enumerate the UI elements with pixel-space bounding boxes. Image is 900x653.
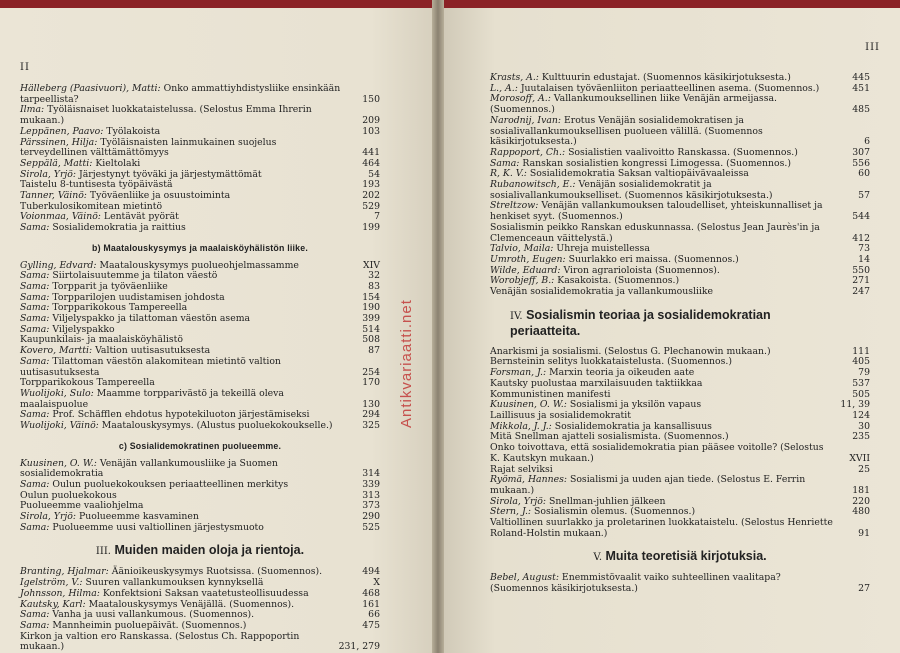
entry-page-number: 161	[362, 598, 380, 610]
entry-author: Kuusinen, O. W.:	[20, 457, 97, 469]
contents-entry	[20, 84, 380, 105]
entry-page-number: 27	[858, 583, 870, 595]
contents-entry	[20, 138, 380, 159]
entry-author: Streltzow:	[490, 200, 539, 212]
entry-title: Tilattoman väestön alakomitean mietintö valtion uutisasutuksesta	[20, 355, 281, 378]
entry-title: Maatalouskysymys Venäjällä. (Suomennos).	[88, 598, 295, 610]
left-group-4	[20, 567, 380, 653]
entry-title: Mannheimin puoluepäivät. (Suomennos.)	[52, 619, 247, 631]
entry-title: Sosialismin peikko Ranskan eduskunnassa. (Selostus Jean Jaurès'in ja Clemenceaun väittelystä.)	[490, 221, 820, 244]
entry-author: Sama:	[20, 270, 50, 282]
entry-title: Kulttuurin edustajat. (Suomennos käsikirjotuksesta.)	[541, 72, 791, 83]
contents-entry	[490, 518, 870, 539]
entry-author: Talvio, Maila:	[490, 243, 554, 255]
entry-page-number: 83	[368, 280, 380, 292]
entry-title: Sosialidemokratia Saksan valtiopäivävaaleissa	[529, 168, 749, 180]
entry-page-number: 209	[362, 115, 380, 127]
entry-author: Kovero, Martti:	[20, 345, 93, 357]
entry-title: Vallankumouksellinen liike Venäjän armeijassa. (Suomennos.)	[490, 93, 777, 116]
entry-page-number: 66	[368, 609, 380, 621]
right-group-2	[490, 347, 870, 540]
entry-title: Työlakoista	[106, 125, 161, 137]
watermark-text: Antikvariaatti.net	[398, 299, 415, 428]
entry-title: Valtion uutisasutuksesta	[95, 345, 211, 357]
entry-author: Voionmaa, Väinö:	[20, 211, 101, 223]
entry-page-number: 91	[858, 527, 870, 539]
entry-title: Suuren vallankumouksen kynnyksellä	[85, 577, 264, 589]
left-page-number: II	[20, 62, 30, 73]
entry-author: Sama:	[20, 302, 50, 314]
entry-author: Wuolijoki, Sulo:	[20, 387, 94, 399]
entry-author: Rubanowitsch, E.:	[490, 179, 576, 191]
entry-title: Viljelyspakko	[52, 323, 115, 335]
entry-page-number: 130	[362, 398, 380, 410]
entry-page-number: 6	[864, 136, 870, 148]
entry-title: Taistelu 8-tuntisesta työpäivästä	[20, 179, 173, 191]
entry-page-number: 199	[362, 222, 380, 234]
entry-page-number: 11, 39	[840, 399, 870, 411]
entry-page-number: 314	[362, 468, 380, 480]
contents-entry	[20, 357, 380, 378]
entry-page-number: 529	[362, 200, 380, 212]
entry-author: Wilde, Eduard:	[490, 264, 561, 276]
entry-author: L., A.:	[490, 82, 518, 94]
contents-entry	[490, 94, 870, 115]
entry-title: Juutalaisen työväenliiton periaatteellinen asema. (Suomennos.)	[520, 82, 820, 94]
entry-author: Leppänen, Paavo:	[20, 125, 104, 137]
entry-title: Laillisuus ja sosialidemokratit	[490, 409, 631, 421]
entry-author: Igelström, V.:	[20, 577, 83, 589]
entry-author: Sama:	[20, 619, 50, 631]
entry-page-number: 412	[852, 232, 870, 244]
entry-page-number: 235	[852, 431, 870, 443]
entry-page-number: XVII	[849, 452, 870, 464]
entry-title: Sosialismin olemus. (Suomennos.)	[534, 506, 696, 518]
entry-page-number: 514	[362, 323, 380, 335]
entry-page-number: 60	[858, 168, 870, 180]
left-page	[0, 8, 436, 653]
entry-author: Seppälä, Matti:	[20, 157, 93, 169]
section-iii-title: Muiden maiden oloja ja rientoja.	[114, 543, 305, 558]
entry-page-number: 468	[362, 587, 380, 599]
entry-author: Bebel, August:	[490, 572, 559, 584]
entry-page-number: 480	[852, 506, 870, 518]
entry-author: Worobjeff, B.:	[490, 275, 555, 287]
entry-page-number: 111	[852, 345, 870, 357]
right-contents-list	[490, 73, 870, 595]
entry-page-number: 231, 279	[338, 641, 380, 653]
entry-page-number: 485	[852, 104, 870, 116]
entry-page-number: 247	[852, 286, 870, 298]
entry-title: Prof. Schäfflen ehdotus hypotekiluoton järjestämiseksi	[52, 409, 310, 421]
entry-title: Oulun puoluekokous	[20, 489, 117, 501]
left-group-3	[20, 459, 380, 534]
entry-title: Venäjän sosialidemokratia ja vallankumousliike	[490, 286, 714, 298]
entry-author: Sama:	[20, 313, 50, 325]
entry-title: Torpparikokous Tampereella	[20, 377, 155, 389]
entry-title: Sosialismi ja yksilön vapaus	[569, 399, 702, 411]
entry-page-number: 190	[362, 302, 380, 314]
contents-entry	[490, 573, 870, 594]
entry-author: Tanner, Väinö:	[20, 190, 87, 202]
entry-title: Bernsteinin selitys luokkataistelusta. (Suomennos.)	[490, 356, 732, 368]
entry-page-number: 556	[852, 157, 870, 169]
entry-title: Erotus Venäjän sosialidemokratisen ja sosialivallankumouksellisen puolueen välillä. (Suomennos käsikirjotuksesta.)	[490, 114, 763, 148]
entry-author: Sama:	[20, 280, 50, 292]
entry-title: Kieltolaki	[95, 157, 141, 169]
entry-title: Sosialidemokratia ja kansallisuus	[554, 420, 712, 432]
entry-page-number: 508	[362, 334, 380, 346]
entry-page-number: 290	[362, 511, 380, 523]
entry-page-number: 525	[362, 521, 380, 533]
entry-author: Forsman, J.:	[490, 367, 547, 379]
entry-page-number: 451	[852, 82, 870, 94]
entry-title: Valtiollinen suurlakko ja proletarinen luokkataistelu. (Selostus Henriette Roland-Holstin mukaan.)	[490, 517, 833, 539]
entry-page-number: 220	[852, 495, 870, 507]
entry-author: Sama:	[20, 222, 50, 234]
entry-author: Krasts, A.:	[490, 72, 539, 83]
entry-title: Maamme torpparivästö ja tekeillä oleva maalaispuolue	[20, 387, 284, 410]
entry-author: Branting, Hjalmar:	[20, 566, 109, 578]
entry-page-number: 441	[362, 147, 380, 159]
entry-title: Kasakoista. (Suomennos.)	[557, 275, 680, 287]
entry-author: Wuolijoki, Väinö:	[20, 420, 99, 432]
entry-title: Torpparit ja työväenliike	[52, 280, 168, 292]
section-iv-roman: IV.	[510, 310, 523, 322]
entry-title: Puolueemme vaaliohjelma	[20, 500, 144, 512]
section-iv-title-line2: periaatteita.	[510, 323, 581, 338]
entry-author: Sama:	[20, 355, 50, 367]
contents-entry	[20, 523, 380, 534]
entry-page-number: 325	[362, 420, 380, 432]
section-v-roman: V.	[593, 552, 602, 564]
entry-page-number: 271	[852, 275, 870, 287]
section-v-heading	[490, 549, 870, 565]
entry-page-number: 294	[362, 409, 380, 421]
entry-page-number: 25	[858, 463, 870, 475]
entry-title: Tuberkulosikomitean mietintö	[20, 200, 163, 212]
entry-title: Kaupunkilais- ja maalaisköyhälistö	[20, 334, 183, 346]
entry-title: Onko ammattiyhdistysliike ensinkään tarpeellista?	[20, 83, 341, 105]
entry-author: Ilma:	[20, 104, 45, 116]
section-iii-roman: III.	[95, 546, 111, 558]
entry-author: Sama:	[20, 323, 50, 335]
section-iii-heading	[20, 543, 380, 559]
contents-entry	[20, 223, 380, 234]
right-page-number: III	[865, 42, 880, 53]
entry-title: Marxin teoria ja oikeuden aate	[549, 367, 695, 379]
contents-entry	[490, 287, 870, 298]
right-group-3	[490, 573, 870, 594]
entry-title: Snellman-juhlien jälkeen	[548, 495, 666, 507]
entry-page-number: 30	[858, 420, 870, 432]
entry-page-number: 57	[858, 189, 870, 201]
contents-entry	[490, 223, 870, 244]
entry-title: Onko toivottava, että sosialidemokratia pian pääsee voitolle? (Selostus K. Kautskyn mukaan.)	[490, 442, 824, 464]
entry-page-number: 550	[852, 264, 870, 276]
entry-page-number: 313	[362, 489, 380, 501]
entry-title: Konfektsioni Saksan vaatetusteollisuudessa	[102, 587, 309, 599]
entry-title: Venäjän sosialidemokratit ja sosialivallankumoukselliset. (Suomennos käsikirjotuksesta.)	[490, 179, 773, 201]
entry-page-number: 475	[362, 619, 380, 631]
entry-author: Pärssinen, Hilja:	[20, 136, 98, 148]
entry-page-number: 87	[368, 345, 380, 357]
contents-entry	[490, 201, 870, 222]
entry-title: Työläisnaiset luokkataistelussa. (Selostus Emma Ihrerin mukaan.)	[20, 104, 312, 127]
entry-author: Morosoff, A.:	[490, 93, 551, 105]
contents-entry	[490, 475, 870, 496]
entry-page-number: XIV	[362, 259, 380, 271]
entry-author: Sirola, Yrjö:	[20, 168, 77, 180]
entry-author: Mikkola, J. J.:	[490, 420, 552, 432]
entry-title: Työläisnaisten lainmukainen suojelus terveydellinen välttämättömyys	[20, 136, 277, 159]
entry-page-number: 544	[852, 211, 870, 223]
entry-page-number: 103	[362, 125, 380, 137]
entry-author: Sama:	[20, 291, 50, 303]
entry-author: Sama:	[20, 521, 50, 533]
entry-title: Viron agrarioloista (Suomennos).	[563, 264, 720, 276]
entry-title: Työväenliike ja osuustoiminta	[89, 190, 231, 202]
entry-page-number: 202	[362, 190, 380, 202]
entry-page-number: 339	[362, 478, 380, 490]
entry-title: Sosialidemokratia ja raittius	[52, 222, 186, 234]
entry-page-number: 154	[362, 291, 380, 303]
entry-title: Vanha ja uusi vallankumous. (Suomennos).	[52, 609, 255, 621]
entry-title: Ranskan sosialistien kongressi Limogessa. (Suomennos.)	[522, 157, 791, 169]
entry-author: R, K. V.:	[490, 168, 527, 180]
entry-author: Umroth, Eugen:	[490, 253, 566, 265]
entry-page-number: 73	[858, 243, 870, 255]
entry-title: Sosialismi ja uuden ajan tiede. (Selostus E. Ferrin mukaan.)	[490, 474, 806, 496]
entry-title: Oulun puoluekokouksen periaatteellinen merkitys	[52, 478, 289, 490]
entry-author: Kuusinen, O. W.:	[490, 399, 567, 411]
entry-author: Stern, J.:	[490, 506, 532, 518]
entry-title: Torpparikokous Tampereella	[52, 302, 188, 314]
entry-author: Narodnij, Ivan:	[490, 114, 562, 126]
entry-title: Kirkon ja valtion ero Ranskassa. (Selostus Ch. Rappoportin mukaan.)	[20, 630, 300, 653]
left-group-2	[20, 261, 380, 432]
entry-title: Järjestynyt työväki ja järjestymättömät	[78, 168, 262, 180]
contents-entry	[20, 459, 380, 480]
entry-page-number: 494	[362, 566, 380, 578]
entry-page-number: 150	[362, 93, 380, 105]
entry-page-number: 32	[368, 270, 380, 282]
entry-title: Kommunistinen manifesti	[490, 388, 611, 400]
entry-title: Suurlakko eri maissa. (Suomennos.)	[568, 253, 739, 265]
entry-title: Äänioikeuskysymys Ruotsissa. (Suomennos).	[111, 566, 323, 578]
entry-page-number: 193	[362, 179, 380, 191]
entry-page-number: 7	[374, 211, 380, 223]
book-gutter	[432, 0, 444, 653]
entry-author: Sama:	[490, 157, 520, 169]
contents-entry	[490, 180, 870, 201]
entry-author: Sama:	[20, 409, 50, 421]
entry-title: Puolueemme kasvaminen	[78, 511, 199, 523]
entry-page-number: 445	[852, 72, 870, 83]
contents-entry	[490, 116, 870, 148]
entry-title: Uhreja muistellessa	[556, 243, 650, 255]
entry-page-number: 405	[852, 356, 870, 368]
entry-title: Torpparilojen uudistamisen johdosta	[52, 291, 225, 303]
entry-author: Kautsky, Karl:	[20, 598, 86, 610]
section-iv-heading	[490, 308, 870, 339]
section-c-heading: c) Sosialidemokratinen puolueemme.	[118, 440, 282, 451]
entry-author: Ryömä, Hannes:	[490, 474, 567, 486]
entry-title: Maatalouskysymys puolueohjelmassamme	[99, 259, 299, 271]
entry-title: Anarkismi ja sosialismi. (Selostus G. Plechanowin mukaan.)	[490, 345, 771, 357]
entry-title: Enemmistövaalit vaiko suhteellinen vaalitapa? (Suomennos käsikirjotuksesta.)	[490, 572, 781, 595]
left-group-1	[20, 84, 380, 234]
entry-author: Sirola, Yrjö:	[490, 495, 547, 507]
entry-title: Rajat selviksi	[490, 463, 553, 475]
entry-page-number: 373	[362, 500, 380, 512]
entry-page-number: 14	[858, 253, 870, 265]
entry-author: Sama:	[20, 478, 50, 490]
entry-page-number: 307	[852, 146, 870, 158]
entry-page-number: 464	[362, 157, 380, 169]
right-page	[440, 8, 900, 653]
left-contents-list	[20, 84, 380, 653]
contents-entry	[20, 632, 380, 653]
entry-page-number: 537	[852, 377, 870, 389]
contents-entry	[490, 443, 870, 464]
entry-page-number: 79	[858, 367, 870, 379]
contents-entry	[20, 105, 380, 126]
entry-page-number: 505	[852, 388, 870, 400]
right-group-1	[490, 73, 870, 298]
entry-title: Sosialistien vaalivoitto Ranskassa. (Suomennos.)	[568, 146, 798, 158]
entry-page-number: 170	[362, 377, 380, 389]
entry-title: Viljelyspakko ja tilattoman väestön asema	[52, 313, 251, 325]
entry-page-number: X	[373, 577, 380, 589]
entry-title: Kautsky puolustaa marxilaisuuden taktiikkaa	[490, 377, 703, 389]
entry-title: Maatalouskysymys. (Alustus puoluekokoukselle.)	[101, 420, 333, 432]
entry-author: Gylling, Edvard:	[20, 259, 97, 271]
entry-title: Puolueemme uusi valtiollinen järjestysmuoto	[52, 521, 264, 533]
entry-author: Sirola, Yrjö:	[20, 511, 77, 523]
entry-page-number: 399	[362, 313, 380, 325]
section-iv-title-line1: Sosialismin teoriaa ja sosialidemokratian	[526, 307, 771, 322]
entry-author: Johnsson, Hilma:	[20, 587, 100, 599]
contents-entry	[20, 421, 380, 432]
section-v-title: Muita teoretisiä kirjotuksia.	[605, 549, 767, 564]
entry-title: Venäjän vallankumouksen taloudelliset, yhteiskunnalliset ja henkiset syyt. (Suomennos.)	[490, 200, 823, 223]
entry-title: Venäjän vallankumousliike ja Suomen sosialidemokratia	[20, 457, 278, 480]
entry-title: Lentävät pyörät	[103, 211, 179, 223]
entry-page-number: 254	[362, 366, 380, 378]
entry-page-number: 124	[852, 409, 870, 421]
contents-entry	[20, 389, 380, 410]
entry-title: Mitä Snellman ajatteli sosialismista. (Suomennos.)	[490, 431, 729, 443]
entry-title: Siirtolaisuutemme ja tilaton väestö	[52, 270, 218, 282]
entry-author: Rappoport, Ch.:	[490, 146, 566, 158]
section-b-heading: b) Maatalouskysymys ja maalaisköyhälistön liike.	[92, 242, 308, 253]
entry-page-number: 181	[852, 484, 870, 496]
entry-page-number: 54	[368, 168, 380, 180]
entry-author: Hälleberg (Paasivuori), Matti:	[20, 83, 161, 94]
entry-author: Sama:	[20, 609, 50, 621]
